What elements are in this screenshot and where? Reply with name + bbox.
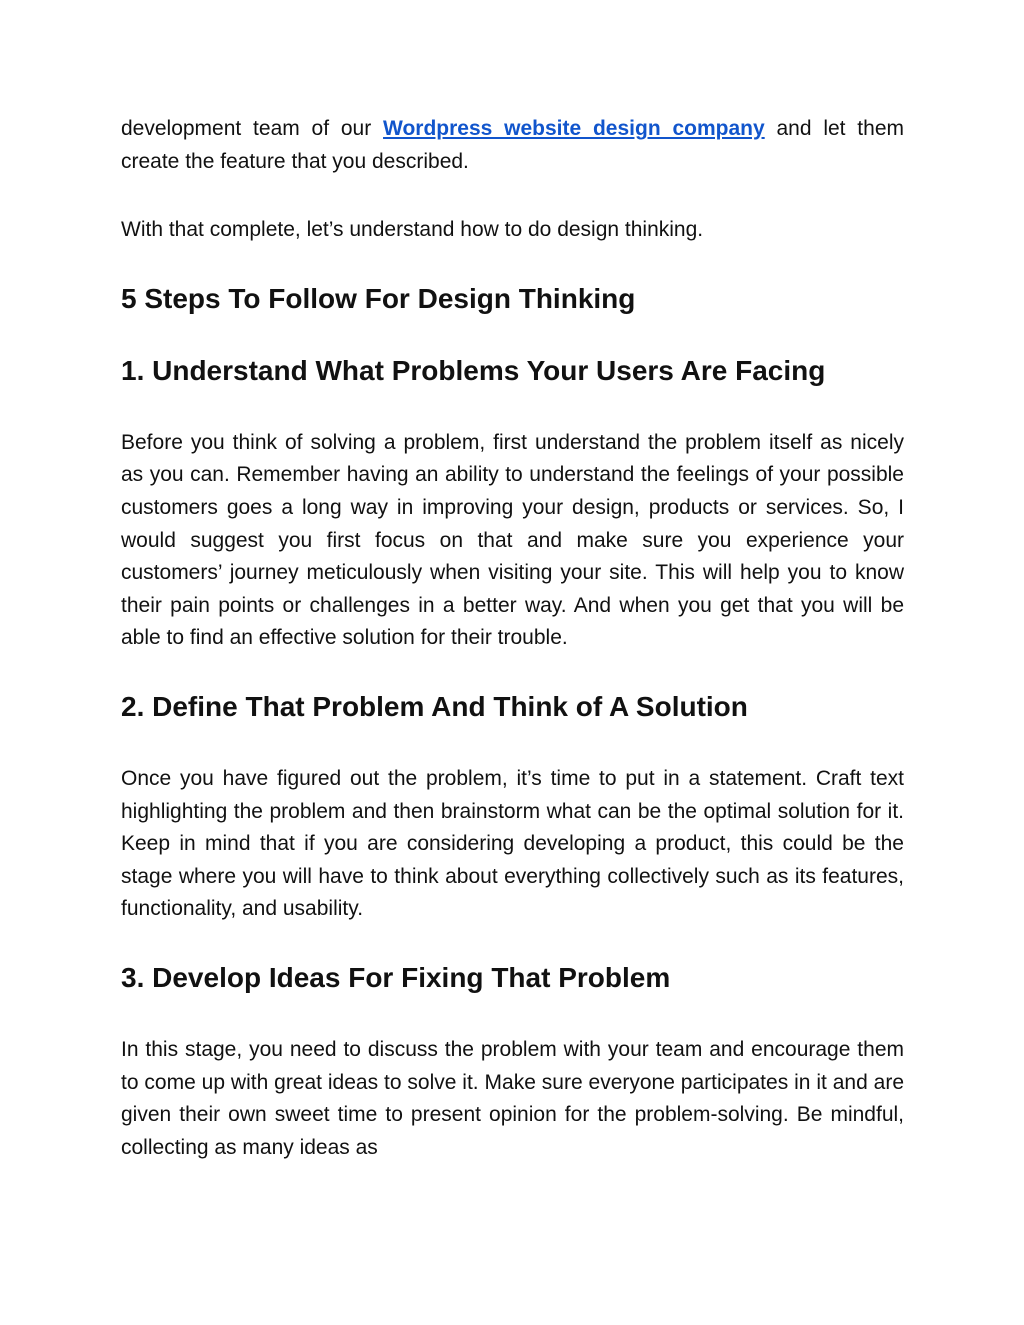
intro-text-start: development team of our [121,117,384,140]
section-1-heading: 1. Understand What Problems Your Users Are Facing [121,354,826,386]
section-2-heading: 2. Define That Problem And Think of A Solution [121,690,748,722]
intro-paragraph [121,113,904,178]
main-heading: 5 Steps To Follow For Design Thinking [121,282,636,314]
intro-text-end: and let them create the feature that you described. [121,117,904,173]
document-page [121,113,904,1164]
section-2-body: Once you have figured out the problem, it’s time to put in a statement. Craft text highlighting the problem and then brainstorm what can be the optimal solution for it. Keep in mind that if you are considering developing a product, this could be the stage where you will have to think about everything collectively such as its features, functionality, and usability. [121,766,904,921]
section-3-heading: 3. Develop Ideas For Fixing That Problem [121,961,671,993]
section-1-body: Before you think of solving a problem, first understand the problem itself as nicely as you can. Remember having an ability to understand the feelings of your possible customers goes a long way in improving your design, products or services. So, I would suggest you first focus on that and make sure you experience your customers’ journey meticulously when visiting your site. This will help you to know their pain points or challenges in a better way. And when you get that you will be able to find an effective solution for their trouble. [121,430,904,650]
transition-paragraph: With that complete, let’s understand how to do design thinking. [121,218,704,242]
section-3-body: In this stage, you need to discuss the problem with your team and encourage them to come up with great ideas to solve it. Make sure everyone participates in it and are given their own sweet time to present opinion for the problem-solving. Be mindful, collecting as many ideas as [121,1037,904,1159]
wordpress-design-company-link[interactable]: Wordpress website design company [383,117,765,140]
